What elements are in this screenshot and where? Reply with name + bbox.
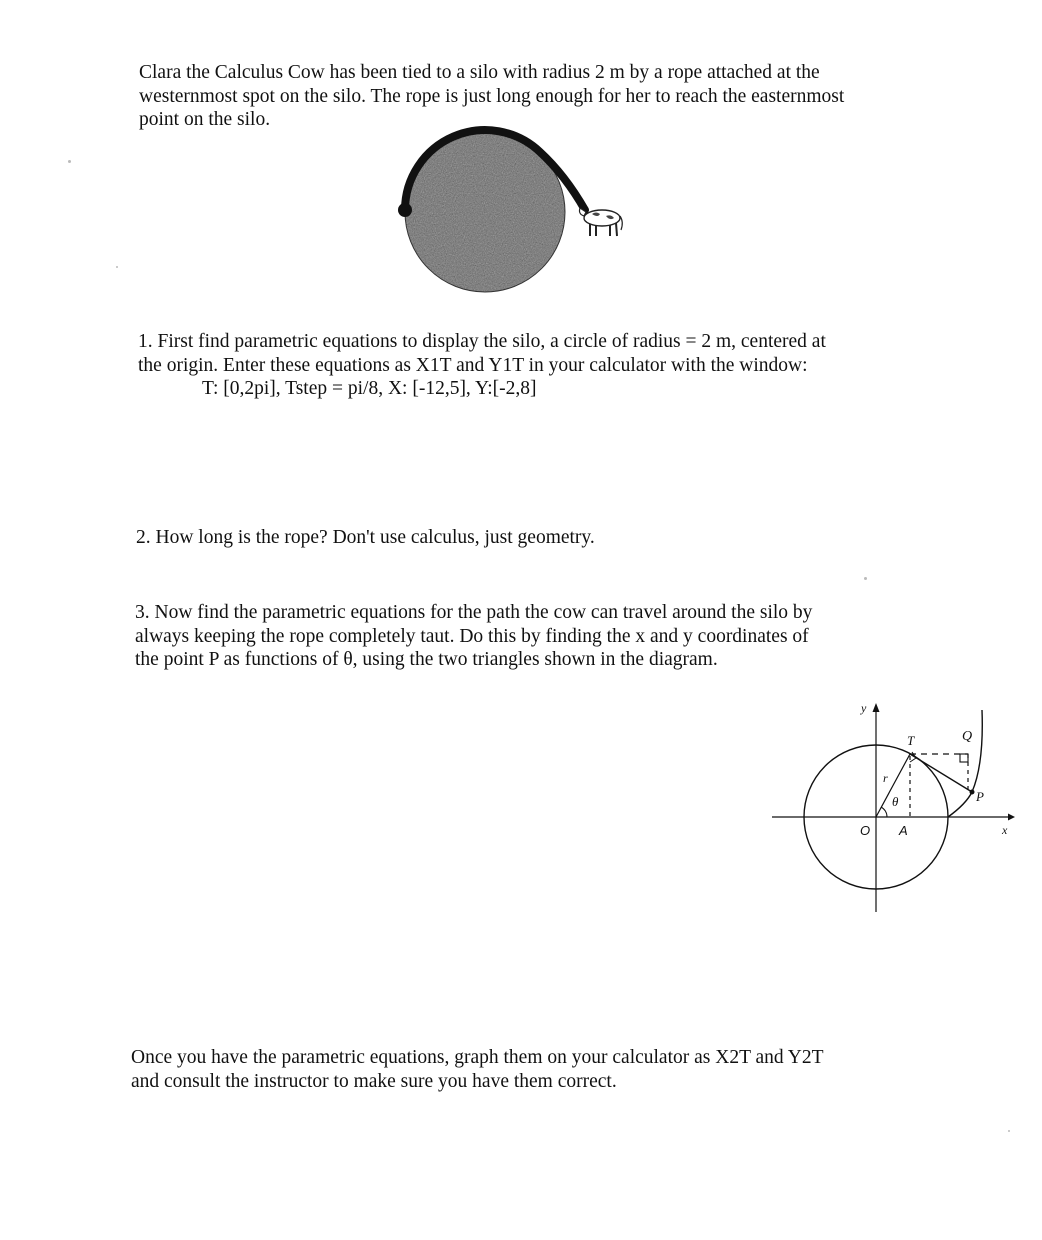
intro-line: Clara the Calculus Cow has been tied to a silo with radius 2 m by a rope attached at the — [139, 62, 820, 83]
scan-speck — [116, 266, 118, 268]
x-axis-label: x — [1002, 823, 1008, 837]
cow-icon — [580, 208, 623, 236]
point-t-label: T — [907, 733, 915, 748]
angle-arc — [881, 807, 887, 817]
question-1-line: 1. First find parametric equations to display the silo, a circle of radius = 2 m, centered at — [138, 331, 826, 352]
radius-label: r — [883, 771, 888, 785]
angle-label: θ — [892, 794, 899, 809]
question-3 — [135, 601, 812, 672]
question-2-line: 2. How long is the rope? Don't use calculus, just geometry. — [136, 527, 595, 548]
scan-speck — [1008, 1130, 1010, 1132]
point-a-label: A — [899, 823, 908, 838]
origin-label: O — [860, 823, 871, 838]
intro-line: westernmost spot on the silo. The rope is just long enough for her to reach the easternmost — [139, 85, 845, 107]
involute-diagram — [770, 700, 1030, 920]
question-2 — [136, 526, 595, 550]
closing-line: Once you have the parametric equations, graph them on your calculator as X2T and Y2T — [131, 1047, 824, 1068]
point-p-label: P — [976, 789, 984, 804]
question-1 — [138, 330, 826, 401]
silo-illustration — [390, 120, 650, 300]
question-1-line: the origin. Enter these equations as X1T and Y1T in your calculator with the window: — [138, 354, 808, 376]
right-angle-marker — [960, 754, 968, 762]
y-axis-label: y — [861, 701, 867, 715]
question-3-line: always keeping the rope completely taut. Do this by finding the x and y coordinates of — [135, 625, 809, 647]
point-q-label: Q — [962, 729, 973, 744]
calculator-window-settings: T: [0,2pi], Tstep = pi/8, X: [-12,5], Y:[-2,8] — [202, 378, 537, 399]
closing-paragraph — [131, 1046, 824, 1093]
question-3-line: 3. Now find the parametric equations for the path the cow can travel around the silo by — [135, 602, 813, 623]
intro-line: point on the silo. — [139, 109, 271, 130]
scan-speck — [68, 160, 71, 163]
scan-speck — [864, 577, 867, 580]
question-3-line: the point P as functions of θ, using the two triangles shown in the diagram. — [135, 649, 718, 670]
closing-line: and consult the instructor to make sure you have them correct. — [131, 1070, 617, 1092]
rope-anchor — [398, 203, 412, 217]
point-p-dot — [970, 790, 975, 795]
